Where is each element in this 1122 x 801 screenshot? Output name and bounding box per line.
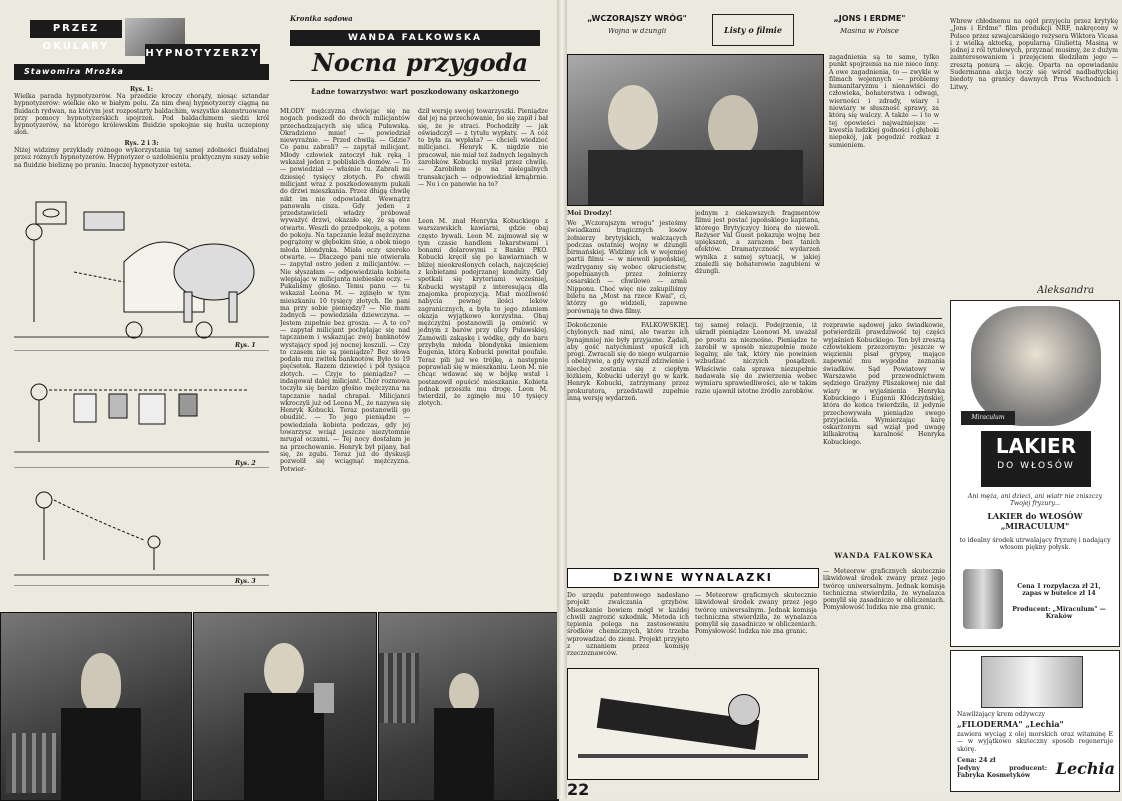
spread-gutter bbox=[557, 0, 567, 799]
film-right-title: „JONS I ERDME" bbox=[833, 14, 906, 23]
ad-lakier-producer: Producent: „Miraculum" — Kraków bbox=[1012, 606, 1106, 621]
ad-lakier-price: Cena 1 rozpylacza zł 21, zapas w butelce zł 14 bbox=[1017, 583, 1101, 598]
figure-3-esthete bbox=[14, 470, 269, 586]
caption1-head: Rys. 1: bbox=[129, 86, 153, 93]
falkowska-col2: tej samej relacji. Podejrzenie, iż ukradł pieniądze Leonowi M. uważał po prostu za nieznośne. Pieniądze te zarobił w sposób niezupełnie może legalny, ale tak, który nie powinien wzbudzać niczyich posądzeń. Właściwie cała sprawa niezupełnie nadawała się do zwierzenia wobec wymiaru sprawiedliwości, ale w takim razie ujawnił istotne źródło zarobków. bbox=[695, 322, 817, 395]
falkowska-signature: WANDA FALKOWSKA bbox=[834, 552, 934, 560]
caption2-head: Rys. 2 i 3: bbox=[124, 140, 159, 147]
ad-lakier-tagline: Ani męża, ani dzieci, ani wiatr nie zniszczy Twojej fryzury... bbox=[967, 493, 1103, 508]
film-left-sub: Wojna w dżungli bbox=[607, 28, 667, 35]
ad-lechia-price: Cena: 24 zł bbox=[957, 757, 996, 764]
film-center-tag: Listy o filmie bbox=[712, 14, 794, 46]
article-body-col-b: dził wersję swojej towarzyszki. Pieniądze dał jej na przechowanie, bo się zapił i bał się, że je straci. Pochodziły — jak oświadczył — z tytułu wypłaty. — A cóż to była za wypłata? — chcieli wiedzieć milicjanci. Henryk K. nigdzie nie pracował, nie miał też żadnych legalnych zarobków. Kobucki myślał przez chwilę. — Zarobiłem je na nielegalnych transakcjach — odpowiedział krnąbrnie. — No i co panowie na to? bbox=[418, 108, 548, 188]
figure-3-label: Rys. 3 bbox=[235, 578, 256, 585]
article-title: Nocna przygoda bbox=[311, 48, 529, 77]
signature: Aleksandra bbox=[1037, 285, 1095, 296]
oddities-col1: Do urzędu patentowego nadesłano projekt zwalczania grzybów. Mieszkanie bowiem mógł w każdej chwili zagrozić szkodnik. Metoda ich tępienia polega na zastosowaniu środków chemicznych, które trzeba wprowadzać do ziemi. Projekt przyjęto z uznaniem przez komisję rzeczoznawców. bbox=[567, 592, 689, 658]
oddities-col2: — Meteorow graficznych skutecznie likwidował środek zwany przez jego twórcę uniwersalnym. Jednak komisja techniczna stwierdziła, że wynalazca pomylił się zasadniczo w obliczeniach. Pomysłowość ludzka nie zna granic. bbox=[695, 592, 817, 636]
photo-strip-1 bbox=[0, 612, 192, 801]
banner-przez-okulary: PRZEZ OKULARY bbox=[30, 20, 122, 38]
caption2-body: Niżej widzimy przykłady różnego wykorzystania tej samej zdolności fluidalnej przez różnych hypnotyzerów. Hypnotyzer o uzdolnieniu praktycznym suszy sobie na fluidzie bieliznę po praniu. Inaczej hypnotyzer esteta. bbox=[14, 147, 269, 169]
photo-strip-3 bbox=[378, 612, 559, 801]
ad-lechia-intro: Nawilżający krem odżywczy bbox=[957, 711, 1046, 718]
film-header bbox=[567, 14, 942, 50]
ad-lakier-banner bbox=[981, 431, 1091, 487]
ad-lakier bbox=[950, 300, 1120, 647]
ad-lakier-product: LAKIER do WŁOSÓW „MIRACULUM" bbox=[987, 511, 1083, 531]
figure-2-label: Rys. 2 bbox=[235, 460, 256, 467]
author-banner: Stawomira Mrożka bbox=[14, 64, 269, 80]
ad-lechia-producer: Jedyny producent: Fabryka Kosmetyków bbox=[957, 765, 1047, 780]
ad-lakier-brand: Miraculum bbox=[961, 411, 1015, 425]
figure-1-label: Rys. 1 bbox=[235, 342, 256, 349]
section-rule bbox=[567, 318, 942, 319]
ad-lakier-headline: LAKIER bbox=[995, 434, 1077, 458]
banner-hypnotyzerzy: HYPNOTYZERZY bbox=[145, 44, 260, 64]
film-left-title: „WCZORAJSZY WRÓG" bbox=[587, 14, 687, 23]
figure-2-laundry bbox=[14, 352, 269, 468]
ad-lakier-sub: DO WŁOSÓW bbox=[997, 461, 1075, 471]
film-review-col2: zagadnienia są te same, tylko punkt spojrzenia na nie nieco inny. A owe zagadnienia, to — zwykle w filmach wojennych — problemy humanitaryzmu i nienawiści do człowieka, bohaterstwa i odwagi, wierności i zdrady, wiary i niewiary w słuszność sprawy, za którą się walczy. A także — i to w tej opowieści najważniejsze — kwestia ludzkiej godności i głęboki niepokój, jak pogodzić rozkaz z sumieniem. bbox=[829, 54, 939, 149]
film-review-col-mid: jednym z ciekawszych fragmentów filmu jest postać japońskiego kapitana, którego Brytyjczycy biorą do niewoli. Reżyser Val Guest pokazuje wojnę bez upiększeń, a zarazem bez tanich efektów. Dramatyczność wydarzeń wynika z samej sytuacji, w jakiej znaleźli się bohaterowie zagubieni w dżungli. bbox=[695, 210, 820, 276]
falkowska-col3: rozprawie sądowej jako świadkowie, potwierdzili prawdziwość tej części wyjaśnień Kobuckiego. Ten był zresztą człowiekiem przezornym: jeszcze w więzieniu pisał grypsy, mające zapewnić mu wygodne zeznania świadków. Sąd Powiatowy w Warszawie pod przewodnictwem sędziego Grażyny Pliszakowej nie dał wiary w wyjaśnienia Henryka Kobuckiego i Eugenii Kłódczyńskiej, która do końca twierdziła, iż jedynie przechowywała pieniądze swego przyjaciela. Wymierzając karę oskarżonym sąd wziął pod uwagę kilkakrotną karalność Henryka Kobuckiego. bbox=[823, 322, 945, 446]
oddities-col3: — Meteorow graficznych skutecznie likwidował środek zwany przez jego twórcę uniwersalnym. Jednak komisja techniczna stwierdziła, że wynalazca pomylił się zasadniczo w obliczeniach. Pomysłowość ludzka nie zna granic. bbox=[823, 568, 945, 612]
article-body-col-c: Leon M. znał Henryka Kobuckiego z warszawskich kawiarni, gdzie obaj często bywali. Leon M. zajmował się w tym czasie handlem lekarstwami i bonami dolarowymi z Banku PKO. Kobucki kręcił się po kawiarniach w bliżej nieokreślonych celach, najczęściej z kobietami podejrzanej konduity. Gdy spotkali się kryteriami wcześniej, Kobucki wystąpił z interesującą dla znajomka propozycją. Miał możliwość nabycia pewnej ilości leków zagranicznych, a była to jego zdaniem okazja wyjątkowo korzystna. Obaj mężczyźni postanowili ją omówić w jednym z barów przy ulicy Puławskiej. Zamówili zakąskę i wódkę, gdy do baru przybyła młoda blondynka imieniem Eugenia, którą Kobucki powitał poufale. Teraz pili już we trójkę, a następnie poprawiali się w mieszkaniu. Leon M. nie chcąc wdawać się w bójkę wstał i postanowił opuścić mieszkanie. Kobieta jednak przeszła mu drogę. Leon M. twierdził, że zginęło mu 10 tysięcy złotych. bbox=[418, 218, 548, 408]
ad-lakier-can bbox=[963, 569, 1003, 629]
article-body-col-a: MŁODY mężczyzna chwiejąc się na nogach podszedł do dwóch milicjantów przechadzających się ulicą Puławską. Okradziono mnie! — powiedział niewyraźnie. — Przed chwilą. — Gdzie? Co panu zabrali? — zapytał milicjant. Młody człowiek zatoczył łuk ręką i wskazał jeden z pobliskich domów. — To — powiedział — właśnie tu. Zabrali mi dziesięć tysięcy złotych. Po chwili milicjant wraz z poszkodowanym pukali do drzwi mieszkania. Przez długą chwilę nikt im nie odpowiadał. Wewnątrz panowała cisza. Gdy jeden z przedstawicieli władzy próbował wyważyć drzwi, okazało się, że są one otwarte. Weszli do przedpokoju, a potem do pokoju. Na tapczanie leżał mężczyzna pogrążony w głębokim śnie, a obok niego młoda blondynka. Miała oczy szeroko otwarte. — Dlaczego pani nie otwierała — zapytał ostro jeden z milicjantów. — Nie słyszałam — odpowiedziała kobieta wlepiając w milicjanta niebieskie oczy. — Pukaliśmy głośno. Temu panu — tu wskazał Leona M. — zginęło w tym mieszkaniu 10 tysięcy złotych. Ile pani ma przy sobie pieniędzy? — Nie mam żadnych — powiedziała dziewczyna. — Jestem zupełnie bez grosza. — A to co? — zapytał milicjant pochylając się nad tapczanem i wskazując zwój banknotów wystający spod jej nocnej koszuli. — Czy to czasem nie są pieniądze? Bez słowa podała mu zwitek banknotów. Było to 19 pięćsetek. Razem dziewięć i pół tysiąca złotych. — Czyje to pieniądze? — indagował dalej milicjant. Chór rozmowa toczyła się bardzo głośno mężczyzna na tapczanie nadal chrapał. Milicjanci wkroczyli już od Leona M., że nazywa się Henryk Kobucki. Teraz postanowili go obudzić. — To jego pieniądze — powiedziała kobieta podczas, gdy jej towarzysz wciąż jeszcze niezytomnie mrugał oczami. — Tej nocy dostałam je na przechowanie. Henryk był pijany, bał się, że zgubi. Teraz już do dyskusji pozwolił się wciągnąć mężczyzna. Potwier- bbox=[280, 108, 410, 473]
kicker: Kronika sądowa bbox=[290, 15, 353, 23]
falkowska-col1: Dokończenie FALKOWSKIEJ. chylonych nad nimi, ale twarze ich bynajmniej nie były przyjazne. Żądali, aby gość natychmiast opuścił ich progi. Zwracali się do niego wulgarnie i obelżywie, a gdy wyraził zdziwienie i niechęć zostania się z ciepłym łóżkiem, Kobucki uderzył go w kark. Henryk Kobucki, zatrzymany przez prokuratora, przedstawił zupełnie inną wersję wydarzeń. bbox=[567, 322, 689, 402]
oddities-illustration bbox=[567, 668, 819, 780]
article-subtitle: Ładne towarzystwo: wart poszkodowany oskarżonego bbox=[311, 88, 519, 96]
ad-lechia-jar bbox=[981, 656, 1083, 708]
film-photo bbox=[567, 54, 824, 206]
oddities-title: DZIWNE WYNALAZKI bbox=[567, 568, 819, 588]
ad-lechia-body: zawiera wyciąg z olej morskich oraz witaminę E — w wyjątkowo skuteczny sposób regeneruje skórę. bbox=[957, 731, 1113, 753]
right-page bbox=[567, 0, 1122, 799]
letter-salute: Moi Drodzy! bbox=[567, 210, 613, 217]
ad-lechia-product: „FILODERMA" „Lechia" bbox=[957, 719, 1064, 729]
figure-1-parade bbox=[14, 172, 269, 351]
ad-lechia bbox=[950, 650, 1120, 792]
ad-lechia-brand: Lechia bbox=[1055, 759, 1115, 778]
letter-body: We „Wczorajszym wrogu" jesteśmy świadkami tragicznych losów żołnierzy brytyjskich, walczących podczas ostatniej wojny w dżungli birmańskiej. Widzimy ich w wojennej partii filmu — w niewoli japońskiej, wzdrygamy się wobec okrucieństw, popełnianych przez żołnierzy cesarskich — chwilowo — armii Nipponu. Choć więc nie zakupiliśmy biletu na „Most na rzece Kwai", ci, którzy go widzieli, zapewne porównają te dwa filmy. bbox=[567, 220, 687, 315]
photo-strip-2 bbox=[193, 612, 377, 801]
author-banner-falkowska: WANDA FALKOWSKA bbox=[290, 30, 540, 46]
ad-lakier-body: to idealny środek utrwalający fryzurę i nadający włosom piękny połysk. bbox=[959, 537, 1111, 552]
title-rule bbox=[290, 80, 540, 81]
film-review-col3: Wbrew chłodnemu na ogół przyjęciu przez krytykę „Jons i Erdme" film produkcji NRF, nakręcony w Polsce przez szwajcarskiego reżysera Wiktora Vicasa i z wielką aktorką, popularną Giuliettą Masiną w jednej z ról tytułowych, przyznać musimy, że z dużym zainteresowaniem i przejęciem śledziłam jego — zresztą ponurą — akcję. Oparta na opowiadaniu Sudermanna akcja toczy się wśród nadbałtyckiej biedoty na granicy dawnych Prus Wschodnich i Litwy. bbox=[950, 18, 1118, 91]
left-page bbox=[0, 0, 557, 799]
caption1-body: Wielka parada hypnotyzerów. Na przedzie kroczy chorąży, niosąc sztandar hypnotyzerów: wielkie oko w białym polu. Za nim dwaj hypnotyzerzy ciągną na fluidach rydwan, na którym jest rozpostarty baldachim, wszystko skonstruowane przy pomocy hypnotyzerskich spojrzeń. Pod baldachimem siedzi król hypnotyzerów, na którego królewskim fluidzie spokojnie się huśta uczepiony słoń. bbox=[14, 93, 269, 137]
page-number: 22 bbox=[567, 780, 590, 799]
film-right-sub: Masina w Polsce bbox=[840, 28, 899, 35]
